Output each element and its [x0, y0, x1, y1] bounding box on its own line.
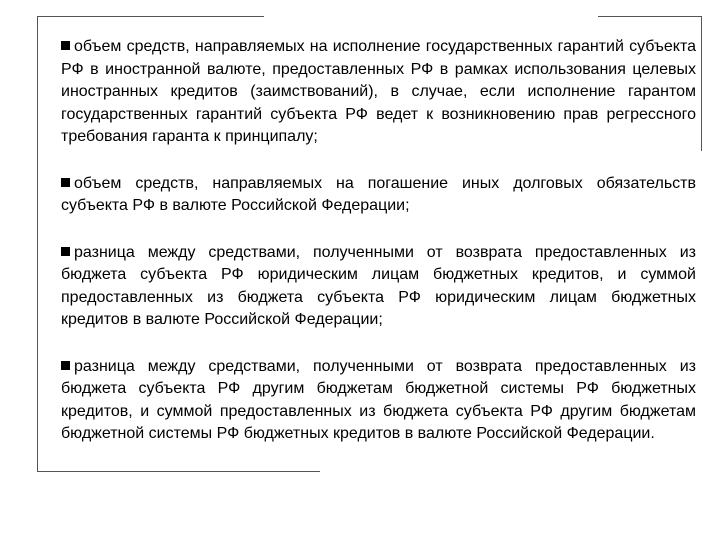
frame-right-border — [701, 16, 702, 151]
list-item-4-text: разница между средствами, полученными от возврата предоставленных из бюджета субъекта РФ другим бюджетам бюджетной системы РФ бюджетных кредитов, и суммой предоставленных из бюджета субъекта РФ другим бюджетам бюджетной системы РФ бюджетных кредитов в валюте Российской Федерации. — [61, 357, 696, 442]
frame-top-right-border — [598, 16, 701, 17]
list-item-4 — [61, 356, 696, 446]
square-bullet-icon — [61, 247, 70, 256]
list-item-2 — [61, 173, 696, 218]
list-item-1-text: объем средств, направляемых на исполнение государственных гарантий субъекта РФ в иностранной валюте, предоставленных РФ в рамках использования целевых иностранных кредитов (заимствований), в случае, если исполнение гарантом государственных гарантий субъекта РФ ведет к возникновению прав регрессного требования гаранта к принципалу; — [61, 38, 696, 145]
frame-left-border — [37, 16, 38, 472]
square-bullet-icon — [61, 361, 70, 370]
list-item-1 — [61, 36, 696, 149]
square-bullet-icon — [61, 178, 70, 187]
list-item-3 — [61, 242, 696, 332]
frame-bottom-border — [37, 471, 320, 472]
list-item-2-text: объем средств, направляемых на погашение иных долговых обязательств субъекта РФ в валюте Российской Федерации; — [61, 174, 696, 214]
frame-top-left-border — [37, 16, 264, 17]
list-item-3-text: разница между средствами, полученными от возврата предоставленных из бюджета субъекта РФ юридическим лицам бюджетных кредитов, и суммой предоставленных из бюджета субъекта РФ юридическим лицам бюджетных кредитов в валюте Российской Федерации; — [61, 243, 696, 328]
slide-content — [61, 36, 696, 446]
square-bullet-icon — [61, 41, 70, 50]
